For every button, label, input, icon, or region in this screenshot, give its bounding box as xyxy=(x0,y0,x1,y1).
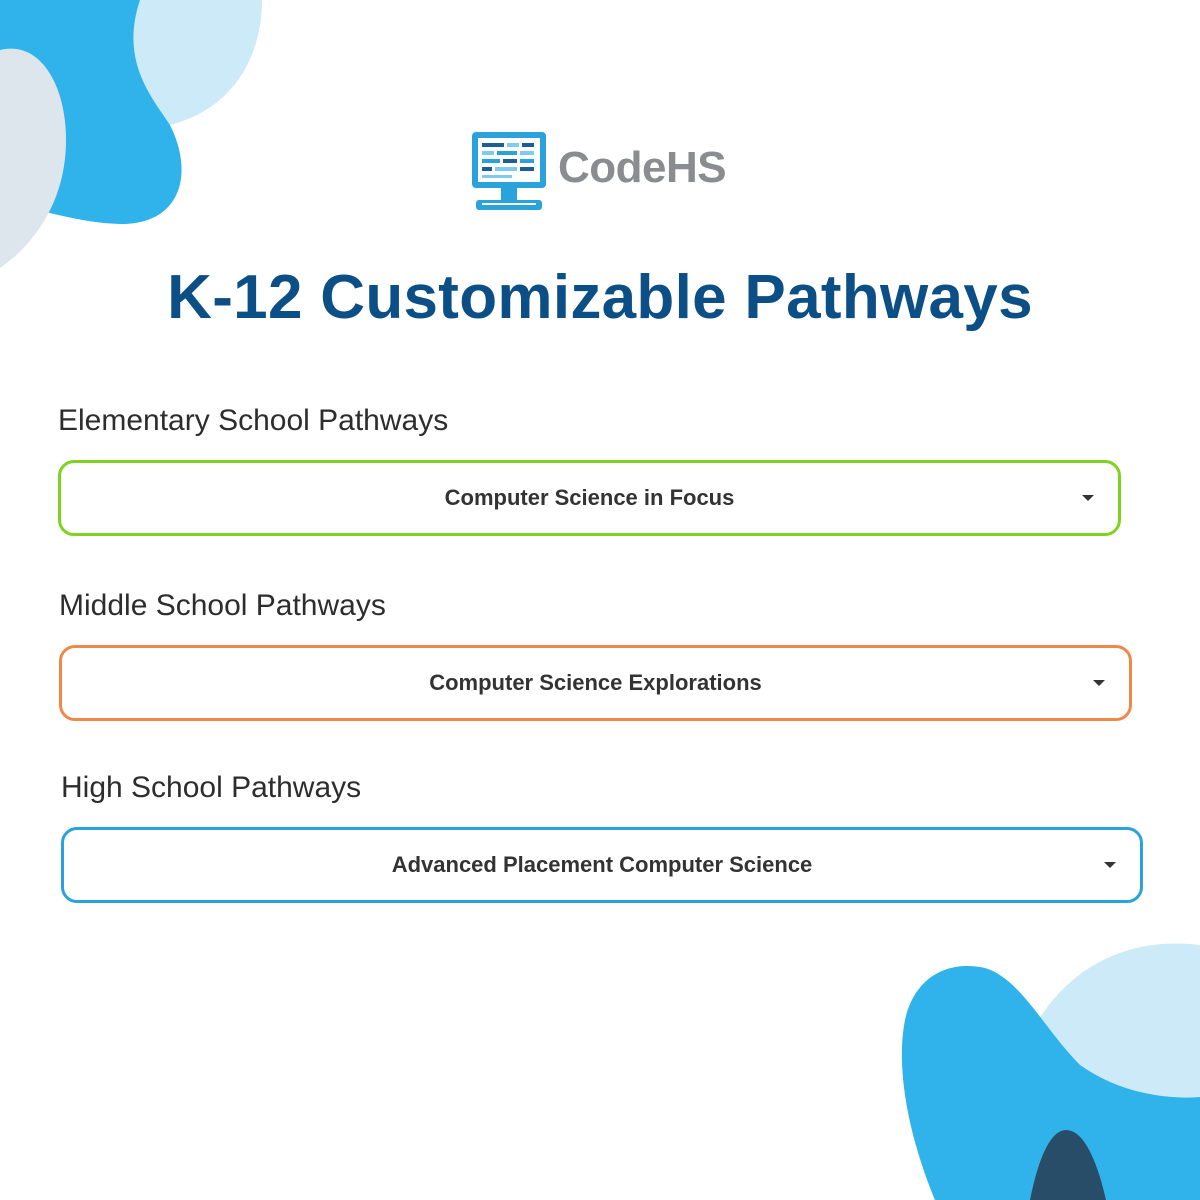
brand-name: CodeHS xyxy=(558,143,727,192)
page-title: K-12 Customizable Pathways xyxy=(167,263,1033,332)
blob-top-left-grey xyxy=(0,49,66,268)
computer-monitor-icon xyxy=(470,130,548,214)
caret-down-icon xyxy=(1082,495,1094,501)
caret-down-icon xyxy=(1093,680,1105,686)
brand-logo xyxy=(470,130,726,214)
blob-bottom-right-bright xyxy=(902,966,1200,1200)
elementary-pathways-selected: Computer Science in Focus xyxy=(444,485,735,510)
caret-down-icon xyxy=(1104,862,1116,868)
blob-top-left-bright xyxy=(0,0,182,224)
blob-bottom-right-navy xyxy=(1030,1130,1106,1200)
high-pathways-dropdown[interactable] xyxy=(61,827,1143,903)
high-pathways-selected: Advanced Placement Computer Science xyxy=(391,852,813,877)
elementary-pathways-dropdown[interactable] xyxy=(58,460,1121,536)
blob-bottom-right-light xyxy=(1030,943,1200,1097)
elementary-pathways-label: Elementary School Pathways xyxy=(58,404,449,437)
middle-pathways-label: Middle School Pathways xyxy=(59,589,386,622)
middle-pathways-dropdown[interactable] xyxy=(59,645,1132,721)
middle-pathways-selected: Computer Science Explorations xyxy=(429,670,762,695)
blob-top-left-light xyxy=(120,0,262,126)
high-pathways-label: High School Pathways xyxy=(61,771,362,804)
